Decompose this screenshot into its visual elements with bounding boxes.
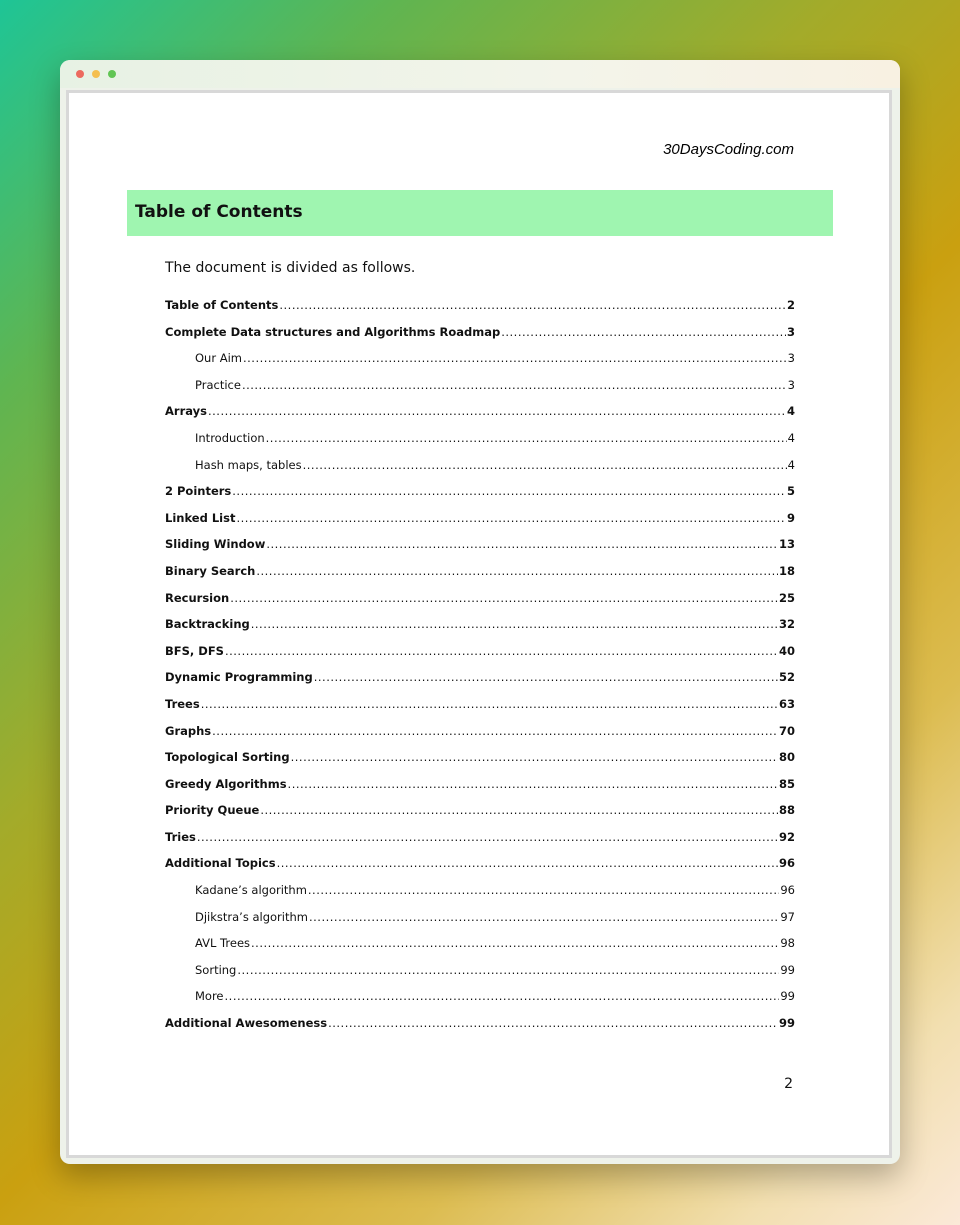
toc-dot-leader — [242, 378, 787, 392]
page-header-site: 30DaysCoding.com — [663, 141, 794, 158]
toc-dot-leader — [266, 431, 787, 445]
toc-heading: Table of Contents — [135, 202, 303, 222]
toc-entry-page: 80 — [778, 750, 795, 765]
intro-text: The document is divided as follows. — [165, 260, 416, 276]
toc-dot-leader — [291, 750, 778, 764]
toc-entry-page: 99 — [778, 1016, 795, 1031]
toc-entry-page: 96 — [778, 856, 795, 871]
toc-dot-leader — [328, 1016, 778, 1030]
toc-dot-leader — [288, 777, 778, 791]
minimize-window-button[interactable] — [92, 70, 100, 78]
toc-entry[interactable] — [165, 564, 795, 591]
toc-entry[interactable] — [165, 298, 795, 325]
toc-entry-page: 3 — [786, 324, 795, 339]
toc-entry-title: More — [195, 989, 224, 1004]
toc-dot-leader — [279, 298, 786, 312]
toc-entry[interactable] — [165, 989, 795, 1016]
toc-entry-page: 40 — [778, 643, 795, 658]
toc-dot-leader — [237, 963, 779, 977]
toc-dot-leader — [256, 564, 778, 578]
document-viewer-window — [60, 60, 900, 1164]
toc-entry-title: Linked List — [165, 510, 236, 525]
toc-entry-title: Additional Awesomeness — [165, 1016, 328, 1031]
toc-entry-page: 99 — [780, 962, 795, 977]
toc-entry[interactable] — [165, 856, 795, 883]
zoom-window-button[interactable] — [108, 70, 116, 78]
toc-dot-leader — [266, 537, 778, 551]
toc-dot-leader — [212, 724, 778, 738]
toc-entry[interactable] — [165, 724, 795, 751]
toc-entry[interactable] — [165, 378, 795, 405]
toc-entry-page: 32 — [778, 617, 795, 632]
toc-dot-leader — [197, 830, 778, 844]
toc-entry-title: Practice — [195, 377, 241, 392]
toc-entry-title: Djikstra’s algorithm — [195, 909, 308, 924]
toc-entry-title: Additional Topics — [165, 856, 276, 871]
toc-entry[interactable] — [165, 1016, 795, 1043]
toc-entry[interactable] — [165, 537, 795, 564]
toc-entry[interactable] — [165, 697, 795, 724]
toc-dot-leader — [303, 458, 787, 472]
toc-entry-title: Complete Data structures and Algorithms Roadmap — [165, 324, 501, 339]
toc-entry-page: 85 — [778, 776, 795, 791]
toc-entry-title: Priority Queue — [165, 803, 260, 818]
toc-entry-page: 98 — [780, 936, 795, 951]
toc-dot-leader — [225, 644, 778, 658]
toc-entry[interactable] — [165, 511, 795, 538]
toc-list — [165, 298, 795, 1043]
toc-dot-leader — [314, 670, 778, 684]
close-window-button[interactable] — [76, 70, 84, 78]
toc-entry-page: 25 — [778, 590, 795, 605]
page-frame — [66, 90, 892, 1158]
toc-entry[interactable] — [165, 777, 795, 804]
toc-entry[interactable] — [165, 963, 795, 990]
title-bar — [60, 60, 900, 88]
toc-entry-title: Sliding Window — [165, 537, 266, 552]
toc-entry-page: 4 — [787, 457, 795, 472]
toc-entry[interactable] — [165, 617, 795, 644]
toc-entry-page: 3 — [787, 351, 795, 366]
toc-entry[interactable] — [165, 910, 795, 937]
toc-entry-page: 3 — [787, 377, 795, 392]
page-number: 2 — [784, 1076, 793, 1092]
toc-entry[interactable] — [165, 484, 795, 511]
toc-entry-title: Binary Search — [165, 563, 256, 578]
toc-dot-leader — [277, 856, 778, 870]
toc-entry[interactable] — [165, 830, 795, 857]
toc-entry[interactable] — [165, 803, 795, 830]
toc-dot-leader — [208, 404, 786, 418]
toc-dot-leader — [251, 936, 779, 950]
toc-entry-page: 63 — [778, 696, 795, 711]
toc-dot-leader — [251, 617, 778, 631]
toc-entry-title: AVL Trees — [195, 936, 251, 951]
toc-entry-page: 96 — [780, 883, 795, 898]
toc-entry-title: Kadane’s algorithm — [195, 883, 307, 898]
toc-entry[interactable] — [165, 458, 795, 485]
toc-entry-title: Introduction — [195, 430, 265, 445]
toc-entry-page: 92 — [778, 829, 795, 844]
toc-entry[interactable] — [165, 404, 795, 431]
toc-entry-page: 52 — [778, 670, 795, 685]
toc-entry-page: 4 — [787, 430, 795, 445]
toc-entry[interactable] — [165, 325, 795, 352]
toc-dot-leader — [243, 351, 787, 365]
toc-dot-leader — [230, 591, 778, 605]
toc-entry-page: 18 — [778, 563, 795, 578]
toc-entry-page: 5 — [786, 484, 795, 499]
toc-entry[interactable] — [165, 750, 795, 777]
toc-entry[interactable] — [165, 351, 795, 378]
toc-dot-leader — [225, 989, 780, 1003]
toc-entry-title: Our Aim — [195, 351, 242, 366]
toc-entry-title: Graphs — [165, 723, 212, 738]
toc-heading-banner — [127, 190, 833, 236]
toc-entry-title: Topological Sorting — [165, 750, 290, 765]
toc-entry-page: 99 — [780, 989, 795, 1004]
toc-dot-leader — [232, 484, 786, 498]
toc-entry-page: 2 — [786, 298, 795, 312]
toc-dot-leader — [309, 910, 779, 924]
toc-entry-title: Greedy Algorithms — [165, 776, 287, 791]
toc-entry-title: Dynamic Programming — [165, 670, 313, 685]
toc-entry-title: Recursion — [165, 590, 230, 605]
toc-entry-page: 13 — [778, 537, 795, 552]
document-page — [69, 93, 889, 1155]
toc-entry-title: Tries — [165, 829, 196, 844]
toc-entry-title: Trees — [165, 696, 200, 711]
toc-entry-title: Backtracking — [165, 617, 250, 632]
toc-entry[interactable] — [165, 883, 795, 910]
toc-entry-title: BFS, DFS — [165, 643, 224, 658]
toc-entry-page: 70 — [778, 723, 795, 738]
toc-entry-page: 88 — [778, 803, 795, 818]
toc-entry[interactable] — [165, 591, 795, 618]
toc-dot-leader — [201, 697, 778, 711]
toc-entry-title: Table of Contents — [165, 298, 279, 312]
toc-entry-title: Sorting — [195, 962, 237, 977]
toc-dot-leader — [260, 803, 778, 817]
toc-entry[interactable] — [165, 670, 795, 697]
toc-entry-title: 2 Pointers — [165, 484, 232, 499]
toc-dot-leader — [501, 325, 786, 339]
toc-entry-page: 4 — [786, 404, 795, 419]
toc-entry[interactable] — [165, 936, 795, 963]
toc-dot-leader — [308, 883, 779, 897]
toc-entry-title: Arrays — [165, 404, 207, 419]
toc-entry[interactable] — [165, 431, 795, 458]
toc-entry[interactable] — [165, 644, 795, 671]
toc-entry-title: Hash maps, tables — [195, 457, 302, 472]
toc-dot-leader — [236, 511, 786, 525]
toc-entry-page: 97 — [780, 909, 795, 924]
toc-entry-page: 9 — [786, 510, 795, 525]
